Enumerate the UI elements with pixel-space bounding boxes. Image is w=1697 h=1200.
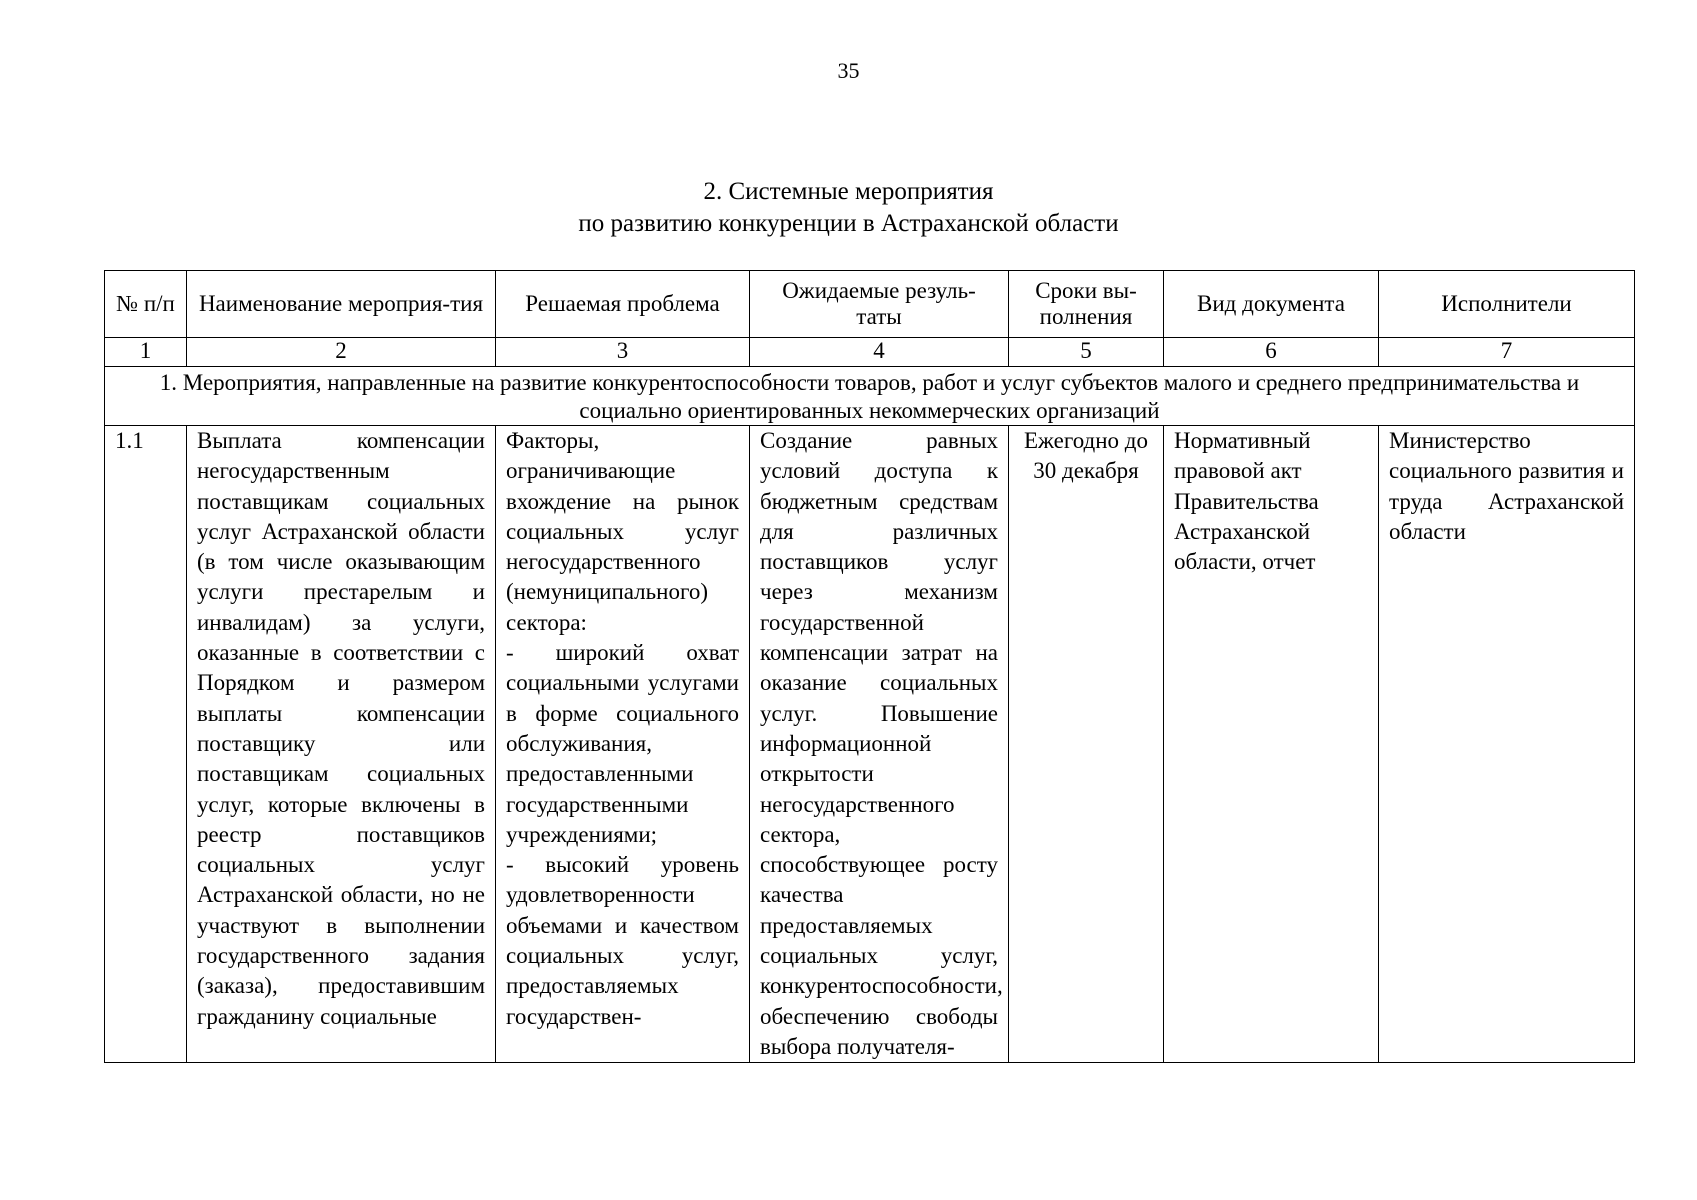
column-number: 6 — [1164, 338, 1379, 367]
document-title — [0, 176, 1697, 240]
column-number: 4 — [750, 338, 1009, 367]
title-line-1: 2. Системные мероприятия — [703, 178, 994, 205]
table-row — [105, 426, 1635, 1063]
page-number: 35 — [837, 58, 860, 83]
header-executors: Исполнители — [1379, 271, 1635, 338]
row-results: Создание равных условий доступа к бюджетным средствам для различных поставщиков услуг через механизм государственной компенсации затрат на оказание социальных услуг. Повышение информационной открытости негосударственного сектора, способствующее росту качества предоставляемых социальных услуг, конкурентоспособности, обеспечению свободы выбора получателя- — [750, 426, 1009, 1063]
header-results: Ожидаемые резуль-таты — [750, 271, 1009, 338]
column-number: 1 — [105, 338, 187, 367]
column-number: 7 — [1379, 338, 1635, 367]
header-deadline: Сроки вы-полнения — [1009, 271, 1164, 338]
row-deadline: Ежегодно до 30 декабря — [1009, 426, 1164, 1063]
column-number: 3 — [496, 338, 750, 367]
column-number: 5 — [1009, 338, 1164, 367]
row-activity-name: Выплата компенсации негосударственным поставщикам социальных услуг Астраханской области (в том числе оказывающим услуги престарелым и инвалидам) за услуги, оказанные в соответствии с Порядком и размером выплаты компенсации поставщику или поставщикам социальных услуг, которые включены в реестр поставщиков социальных услуг Астраханской области, но не участвуют в выполнении государственного задания (заказа), предоставившим гражданину социальные — [187, 426, 496, 1063]
title-line-2: по развитию конкуренции в Астраханской области — [578, 210, 1119, 237]
header-document: Вид документа — [1164, 271, 1379, 338]
section-title: 1. Мероприятия, направленные на развитие конкурентоспособности товаров, работ и услуг субъектов малого и среднего предпринимательства и социально ориентированных некоммерческих организаций — [105, 367, 1635, 426]
header-problem: Решаемая проблема — [496, 271, 750, 338]
row-document-type: Нормативный правовой акт Правительства Астраханской области, отчет — [1164, 426, 1379, 1063]
header-number: № п/п — [105, 271, 187, 338]
header-name: Наименование мероприя-тия — [187, 271, 496, 338]
row-problem: Факторы, ограничивающие вхождение на рынок социальных услуг негосударственного (немуниципального) сектора: - широкий охват социальными услугами в форме социального обслуживания, предоставленными государственными учреждениями; - высокий уровень удовлетворенности объемами и качеством социальных услуг, предоставляемых государствен- — [496, 426, 750, 1063]
section-row — [105, 367, 1635, 426]
row-executors: Министерство социального развития и труда Астраханской области — [1379, 426, 1635, 1063]
activities-table — [104, 270, 1635, 1063]
row-number: 1.1 — [105, 426, 187, 1063]
column-number-row — [105, 338, 1635, 367]
column-number: 2 — [187, 338, 496, 367]
table-header-row — [105, 271, 1635, 338]
